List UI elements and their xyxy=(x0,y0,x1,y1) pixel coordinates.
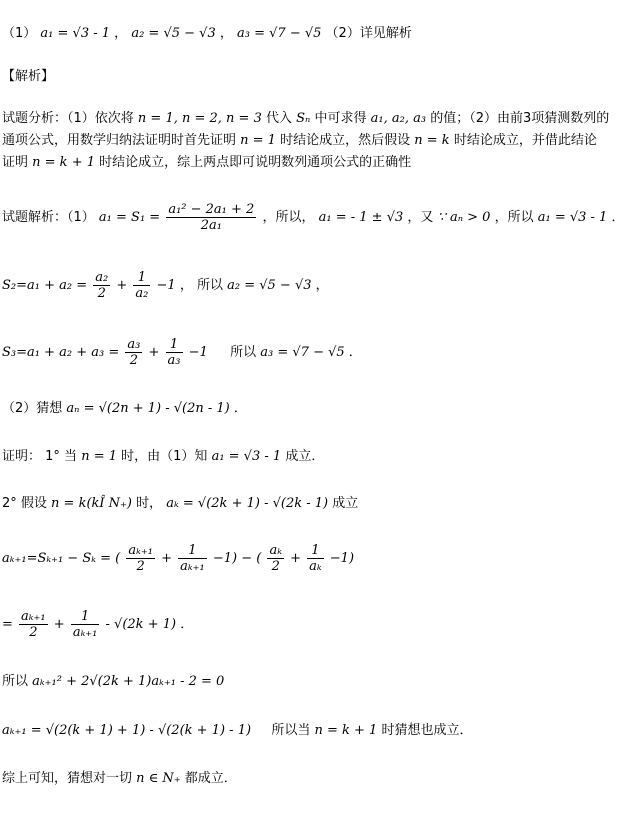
analysis-line-2: 通项公式，用数学归纳法证明时首先证明 n = 1 时结论成立，然后假设 n = k 时结论成立，并借此结论 xyxy=(2,133,597,148)
proof-step-1: 证明： 1° 当 n = 1 时，由（1）知 a₁ = √3 - 1 成立． xyxy=(2,449,325,464)
derivation-step-4: aₖ₊₁ = √(2(k + 1) + 1) - √(2(k + 1) - 1) 所以当 n = k + 1 时猜想也成立． xyxy=(2,723,473,738)
answer-part2: （2）详见解析 xyxy=(325,26,412,41)
fraction-s1: $\frac{\text{a₁² − 2a₁ + 2}}{\text{2a₁}}$ xyxy=(168,202,255,233)
answer-part1-label: （1） xyxy=(2,26,37,41)
analysis-line-3: 证明 n = k + 1 时结论成立，综上两点即可说明数列通项公式的正确性 xyxy=(2,155,412,170)
derivation-step-2: = $\frac{\text{aₖ₊₁}}{2}$ + $\frac{1}{\text{aₖ₊₁}}$ - √(2k + 1) ． xyxy=(2,609,194,640)
answer-line: （1） a₁ = √3 - 1 ， a₂ = √5 − √3 ， a₃ = √7 − √5 （2）详见解析 xyxy=(2,26,412,41)
derivation-step-1: aₖ₊₁=Sₖ₊₁ − Sₖ = ( $\frac{\text{aₖ₊₁}}{2}$ + $\frac{1}{\text{aₖ₊₁}}$ −1) − ( $\frac{\text{aₖ}}{2}$ + $\frac{1}{\text{aₖ}}$ −1) xyxy=(2,543,355,574)
proof-step-2: 2° 假设 n = k(kÎ N₊) 时， aₖ = √(2k + 1) - √(2k - 1) 成立 xyxy=(2,496,359,511)
answer-a1: a₁ = √3 - 1 xyxy=(40,26,111,41)
analysis-line-1: 试题分析：（1）依次将 n = 1, n = 2, n = 3 代入 Sₙ 中可求得 a₁, a₂, a₃ 的值；（2）由前3项猜测数列的 xyxy=(2,111,610,126)
conclusion-line: 综上可知，猜想对一切 n ∈ N₊ 都成立． xyxy=(2,771,237,786)
answer-a2: a₂ = √5 − √3 xyxy=(131,26,216,41)
solution-line-1: 试题解析：（1） a₁ = S₁ = $\frac{\text{a₁² − 2a₁ + 2}}{\text{2a₁}}$ ，所以， a₁ = - 1 ± √3 ，又 ∵ aₙ > 0 ，所以 a₁ = √3 - 1 ． xyxy=(2,202,625,233)
answer-a3: a₃ = √7 − √5 xyxy=(237,26,322,41)
s3-line: S₃=a₁ + a₂ + a₃ = $\frac{\text{a₃}}{2}$ + $\frac{1}{\text{a₃}}$ −1 所以 a₃ = √7 − √5 ． xyxy=(2,337,362,368)
guess-line: （2）猜想 aₙ = √(2n + 1) - √(2n - 1) ． xyxy=(2,401,247,416)
s2-line: S₂=a₁ + a₂ = $\frac{\text{a₂}}{2}$ + $\frac{1}{\text{a₂}}$ −1 ， 所以 a₂ = √5 − √3 ， xyxy=(2,270,329,301)
derivation-step-3: 所以 aₖ₊₁² + 2√(2k + 1)aₖ₊₁ - 2 = 0 xyxy=(2,674,225,689)
section-heading: 【解析】 xyxy=(2,69,55,84)
